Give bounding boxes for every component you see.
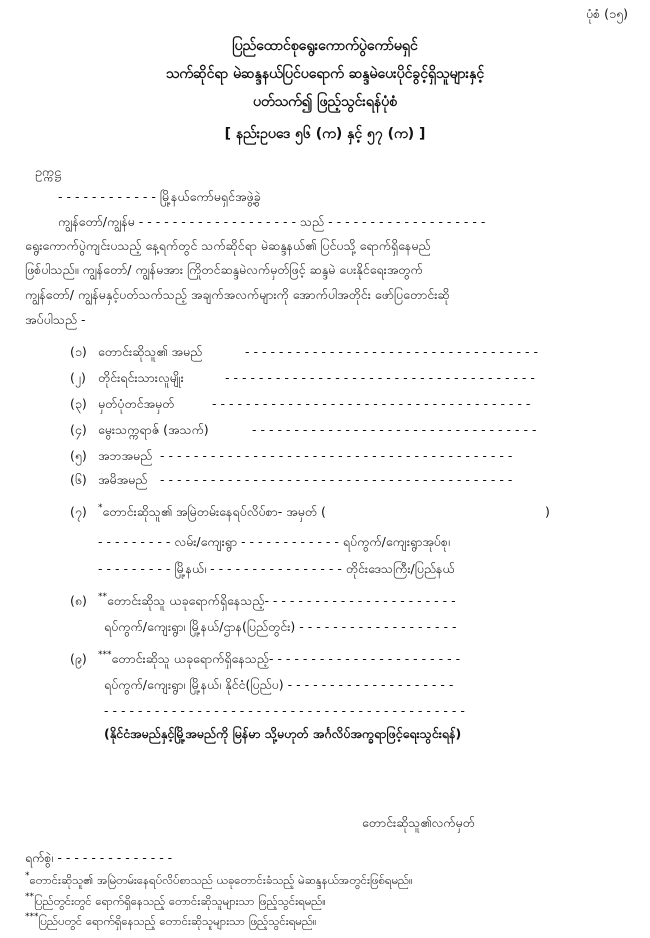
domestic-location-text: တောင်းဆိုသူ ယခုရောက်ရှိနေသည့်- - - - - - - - - - - - - - - - - - - - - - -	[107, 593, 456, 608]
footnote	[25, 894, 326, 911]
item-number: (၉)	[70, 651, 87, 666]
item-number: (၃)	[70, 396, 87, 411]
permanent-address-text: တောင်းဆိုသူ၏ အမြဲတမ်းနေရပ်လိပ်စာ- အမှတ် (	[102, 504, 326, 519]
item-number: (၁)	[70, 344, 87, 359]
footnote-marker: ***	[25, 912, 39, 922]
body-line: ရွေးကောက်ပွဲကျင်းပသည့် နေ့ရက်တွင် သက်ဆိုင်ရာ မဲဆန္ဒနယ်၏ ပြင်ပသို့ ရောက်ရှိနေမည်	[25, 238, 431, 253]
item-father-name-field: - - - - - - - - - - - - - - - - - - - - - - - - - - - - - - - - - - - - - - - - - -	[160, 448, 513, 463]
footnote-text: ပြည်ပတွင် ရောက်ရှိနေသည့် တောင်းဆိုသူများသာ ဖြည့်သွင်းရမည်။	[38, 914, 317, 928]
item-number: (၄)	[70, 422, 87, 437]
permanent-address-close: )	[545, 504, 550, 519]
applicant-line: ကျွန်တော်/ကျွန်မ - - - - - - - - - - - - - - - - - - - သည် - - - - - - - - - - - - - - - - - - -	[58, 214, 486, 229]
date-field: ရက်စွဲ၊ - - - - - - - - - - - - - -	[25, 850, 173, 865]
foreign-location-extra-line: - - - - - - - - - - - - - - - - - - - - - - - - - - - - - - - - - - - - - - - - - - -	[104, 703, 465, 718]
form-number: ပုံစံ (၁၅)	[586, 6, 628, 21]
footnote-marker: *	[25, 871, 30, 881]
body-line: ကျွန်တော်/ ကျွန်မနှင့်ပတ်သက်သည့် အချက်အလက်များကို အောက်ပါအတိုင်း ဖော်ပြတောင်းဆို	[25, 287, 450, 302]
title-form-name: ပတ်သက်၍ ဖြည့်သွင်းရန်ပုံစံ	[252, 94, 398, 110]
title-subject: သက်ဆိုင်ရာ မဲဆန္ဒနယ်ပြင်ပရောက် ဆန္ဒမဲပေးပိုင်ခွင့်ရှိသူများနှင့်	[165, 66, 485, 82]
footnote	[25, 873, 413, 890]
item-number: (၇)	[70, 504, 87, 519]
item-number: (၈)	[70, 593, 87, 608]
item-number: (၂)	[70, 370, 86, 385]
item-birth-date-field: - - - - - - - - - - - - - - - - - - - - - - - - - - - - - - - - - -	[252, 422, 537, 437]
permanent-address-label	[98, 504, 326, 523]
item-name-label: တောင်းဆိုသူ၏ အမည်	[98, 344, 203, 359]
footnote-marker: *	[98, 503, 103, 513]
item-mother-name-label: အမိအမည်	[98, 472, 148, 487]
foreign-name-instruction: (နိုင်ငံအမည်နှင့်မြို့အမည်ကို မြန်မာ သို့မဟုတ် အင်္ဂလိပ်အက္ခရာဖြင့်ရေးသွင်းရန်)	[104, 726, 462, 741]
title-commission: ပြည်ထောင်စုရွေးကောက်ပွဲကော်မရှင်	[232, 38, 418, 54]
body-line: အပ်ပါသည် -	[25, 312, 86, 327]
footnote-text: ပြည်တွင်းတွင် ရောက်ရှိနေသည့် တောင်းဆိုသူများသာ ဖြည့်သွင်းရမည်။	[34, 894, 326, 908]
footnote-text: တောင်းဆိုသူ၏ အမြဲတမ်းနေရပ်လိပ်စာသည် ယခုတောင်းခံသည့် မဲဆန္ဒနယ်အတွင်းဖြစ်ရမည်။	[29, 873, 413, 887]
item-number: (၆)	[70, 472, 87, 487]
foreign-location-label	[98, 651, 460, 670]
foreign-location-text: တောင်းဆိုသူ ယခုရောက်ရှိနေသည့်- - - - - - - - - - - - - - - - - - - - - - -	[111, 651, 461, 666]
item-father-name-label: အဘအမည်	[98, 448, 153, 463]
item-ethnicity-label: တိုင်းရင်းသားလူမျိုး	[98, 370, 184, 385]
item-name-field: - - - - - - - - - - - - - - - - - - - - - - - - - - - - - - - - - - -	[245, 344, 538, 359]
footnote-marker: **	[25, 892, 34, 902]
permanent-address-line-2: - - - - - - - - - မြို့နယ်၊ - - - - - - - - - - - - - - - - တိုင်းဒေသကြီး/ပြည်နယ်	[98, 561, 455, 576]
item-birth-date-label: မွေးသက္ကရာဇ် (အသက်)	[98, 422, 209, 437]
addressee-line: - - - - - - - - - - - - မြို့နယ်ကော်မရှင်အဖွဲ့ခွဲ	[58, 189, 261, 204]
title-rule-reference: [ နည်းဥပဒေ ၅၆ (က) နှင့် ၅၇ (က) ]	[224, 126, 426, 142]
body-line: ဖြစ်ပါသည်။ ကျွန်တော်/ ကျွန်မအား ကြိုတင်ဆန္ဒမဲလက်မှတ်ဖြင့် ဆန္ဒမဲ ပေးနိုင်ရေးအတွက်	[25, 262, 423, 277]
footnote-marker: **	[98, 592, 107, 602]
item-id-card-label: မှတ်ပုံတင်အမှတ်	[98, 396, 175, 411]
domestic-location-label	[98, 593, 456, 612]
footnote	[25, 914, 316, 931]
permanent-address-line-1: - - - - - - - - - လမ်း/ကျေးရွာ - - - - - - - - - - - - ရပ်ကွက်/ကျေးရွာအုပ်စု၊	[98, 534, 450, 549]
item-number: (၅)	[70, 448, 87, 463]
domestic-location-line: ရပ်ကွက်/ကျေးရွာ၊ မြို့နယ်/ဌာန(ပြည်တွင်း) - - - - - - - - - - - - - - - - - - -	[104, 619, 457, 634]
footnote-marker: ***	[98, 650, 112, 660]
salutation: ဥက္ကဋ္ဌ	[35, 164, 61, 179]
foreign-location-line: ရပ်ကွက်/ကျေးရွာ၊ မြို့နယ်၊ နိုင်ငံ(ပြည်ပ) - - - - - - - - - - - - - - - - - - - -	[104, 677, 454, 692]
item-ethnicity-field: - - - - - - - - - - - - - - - - - - - - - - - - - - - - - - - - - - - - -	[225, 370, 535, 385]
item-id-card-field: - - - - - - - - - - - - - - - - - - - - - - - - - - - - - - - - - - - - - -	[212, 396, 531, 411]
signature-label: တောင်းဆိုသူ၏လက်မှတ်	[362, 815, 475, 830]
item-mother-name-field: - - - - - - - - - - - - - - - - - - - - - - - - - - - - - - - - - - - - - - - - - -	[160, 472, 513, 487]
